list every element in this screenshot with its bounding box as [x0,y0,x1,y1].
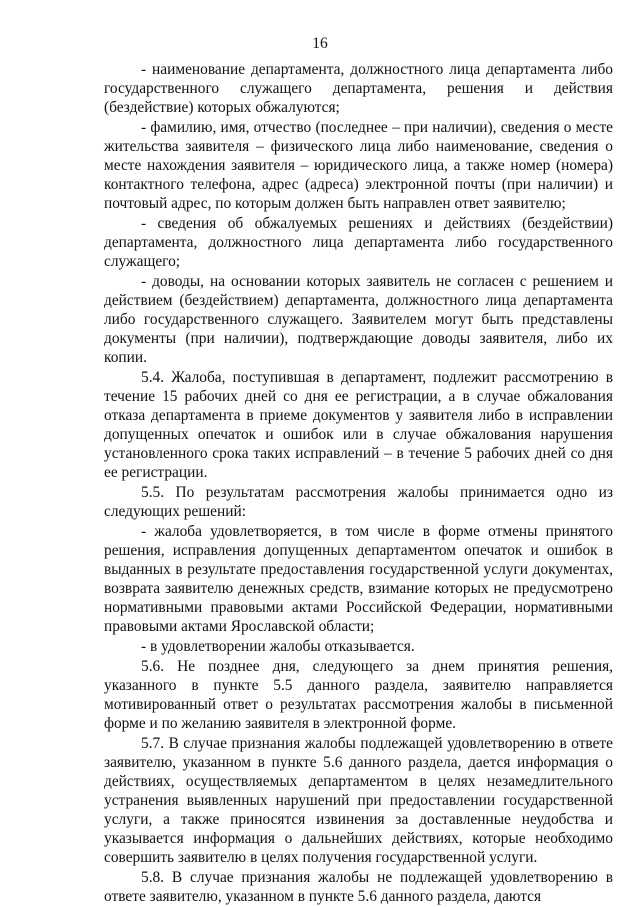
paragraph-list-item-applicant-details: - фамилию, имя, отчество (последнее – при наличии), сведения о месте жительства заявителя – физического лица либо наименование, сведения о месте нахождения заявителя – юридического лица, а также номер (номера) контактного телефона, адрес (адреса) электронной почты (при наличии) и почтовый адрес, по которым должен быть направлен ответ заявителю; [104,119,613,212]
paragraph-list-item-department: - наименование департамента, должностного лица департамента либо государственного служащего департамента, решения и действия (бездействие) которых обжалуются; [104,61,613,116]
paragraph-list-item-appealed-decisions: - сведения об обжалуемых решениях и действиях (бездействии) департамента, должностного лица департамента либо государственного служащего; [104,215,613,270]
paragraph-clause-5-5: 5.5. По результатам рассмотрения жалобы принимается одно из следующих решений: [104,484,613,520]
paragraph-clause-5-8: 5.8. В случае признания жалобы не подлежащей удовлетворению в ответе заявителю, указанном в пункте 5.6 данного раздела, даются [104,869,613,905]
document-body [104,60,613,907]
page-number: 16 [312,35,328,52]
paragraph-clause-5-6: 5.6. Не позднее дня, следующего за днем принятия решения, указанного в пункте 5.5 данного раздела, заявителю направляется мотивированный ответ о результатах рассмотрения жалобы в письменной форме и по желанию заявителя в электронной форме. [104,658,613,732]
paragraph-list-item-arguments: - доводы, на основании которых заявитель не согласен с решением и действием (бездействием) департамента, должностного лица департамента либо государственного служащего. Заявителем могут быть представлены документы (при наличии), подтверждающие доводы заявителя, либо их копии. [104,273,613,366]
paragraph-list-item-complaint-rejected: - в удовлетворении жалобы отказывается. [141,638,415,655]
paragraph-list-item-complaint-satisfied: - жалоба удовлетворяется, в том числе в форме отмены принятого решения, исправления допущенных департаментом опечаток и ошибок в выданных в результате предоставления государственной услуги документах, возврата заявителю денежных средств, взимание которых не предусмотрено нормативными правовыми актами Российской Федерации, нормативными правовыми актами Ярославской области; [104,523,613,635]
paragraph-clause-5-4: 5.4. Жалоба, поступившая в департамент, подлежит рассмотрению в течение 15 рабочих дней со дня ее регистрации, а в случае обжалования отказа департамента в приеме документов у заявителя либо в исправлении допущенных опечаток и ошибок или в случае обжалования нарушения установленного срока таких исправлений – в течение 5 рабочих дней со дня ее регистрации. [104,369,613,481]
paragraph-clause-5-7: 5.7. В случае признания жалобы подлежащей удовлетворению в ответе заявителю, указанном в пункте 5.6 данного раздела, дается информация о действиях, осуществляемых департаментом в целях незамедлительного устранения выявленных нарушений при предоставлении государственной услуги, а также приносятся извинения за доставленные неудобства и указывается информация о дальнейших действиях, которые необходимо совершить заявителю в целях получения государственной услуги. [104,735,613,866]
